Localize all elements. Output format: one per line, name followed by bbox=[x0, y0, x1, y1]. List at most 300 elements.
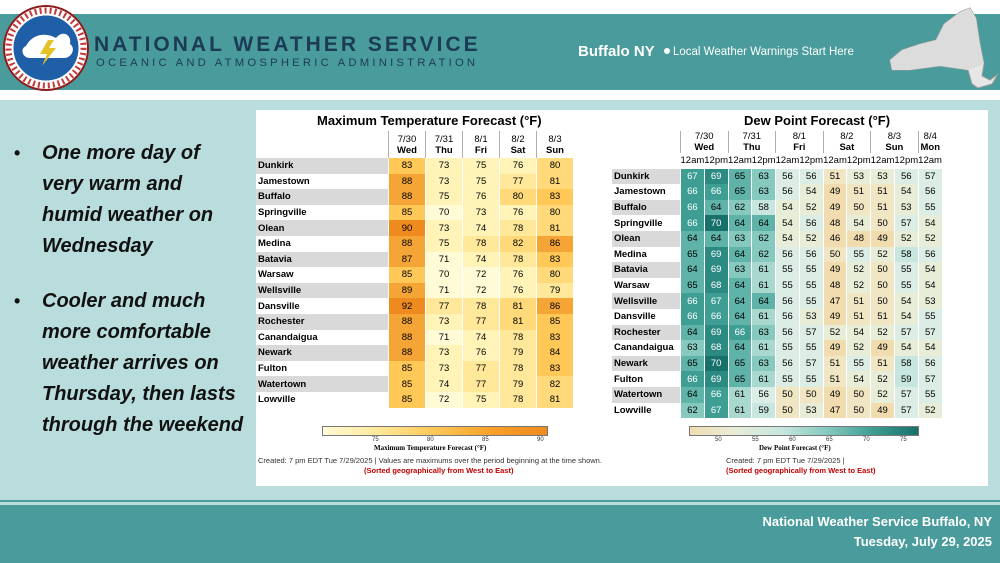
dew-point-time-header: 12am bbox=[728, 155, 752, 167]
dew-point-value: 57 bbox=[894, 387, 918, 403]
dew-point-value: 64 bbox=[681, 231, 705, 247]
max-temp-day-header bbox=[463, 131, 500, 158]
table-row bbox=[612, 278, 942, 294]
dew-point-time-header: 12pm bbox=[704, 155, 729, 167]
max-temp-value: 81 bbox=[537, 220, 574, 236]
max-temp-value: 75 bbox=[463, 392, 500, 408]
dew-point-value: 49 bbox=[823, 200, 847, 216]
dew-point-value: 55 bbox=[776, 278, 800, 294]
max-temp-value: 77 bbox=[426, 298, 463, 314]
table-row bbox=[612, 262, 942, 278]
tagline: Local Weather Warnings Start Here bbox=[673, 46, 854, 58]
dew-point-value: 49 bbox=[871, 403, 895, 419]
max-temp-date: 8/1 bbox=[474, 133, 488, 145]
dew-point-value: 66 bbox=[704, 184, 728, 200]
dew-point-value: 47 bbox=[823, 403, 847, 419]
dew-point-value: 55 bbox=[776, 371, 800, 387]
max-temp-value: 85 bbox=[389, 205, 426, 221]
dew-point-value: 68 bbox=[704, 278, 728, 294]
city-name: Olean bbox=[612, 231, 681, 247]
dew-point-value: 49 bbox=[823, 184, 847, 200]
dew-point-value: 57 bbox=[799, 325, 823, 341]
dew-point-value: 56 bbox=[776, 356, 800, 372]
dew-point-value: 55 bbox=[776, 340, 800, 356]
dew-point-value: 56 bbox=[776, 184, 800, 200]
dew-point-value: 50 bbox=[847, 403, 871, 419]
max-temp-day-header bbox=[537, 131, 574, 158]
dew-point-value: 69 bbox=[704, 247, 728, 263]
dew-point-value: 56 bbox=[776, 293, 800, 309]
dew-point-time-header: 12am bbox=[823, 155, 847, 167]
dew-point-time-header: 12pm bbox=[894, 155, 919, 167]
dew-point-time-header: 12pm bbox=[751, 155, 776, 167]
dew-point-value: 64 bbox=[728, 293, 752, 309]
max-temp-legend-label: Maximum Temperature Forecast (°F) bbox=[374, 444, 487, 452]
max-temp-value: 77 bbox=[463, 314, 500, 330]
city-name: Lowville bbox=[256, 392, 389, 408]
legend-tick: 90 bbox=[537, 437, 544, 443]
table-row bbox=[256, 189, 573, 205]
table-row bbox=[256, 345, 573, 361]
table-row bbox=[256, 330, 573, 346]
dew-point-value: 51 bbox=[871, 356, 895, 372]
dew-point-value: 64 bbox=[728, 309, 752, 325]
dew-point-value: 52 bbox=[871, 387, 895, 403]
dew-point-weekday: Mon bbox=[920, 142, 941, 153]
city-name: Jamestown bbox=[612, 184, 681, 200]
dew-point-value: 54 bbox=[847, 215, 871, 231]
dew-point-value: 64 bbox=[752, 215, 776, 231]
max-temp-value: 76 bbox=[500, 267, 537, 283]
max-temp-date: 7/31 bbox=[434, 133, 454, 145]
max-temp-value: 77 bbox=[463, 361, 500, 377]
max-temp-value: 87 bbox=[389, 252, 426, 268]
dew-point-value: 64 bbox=[728, 278, 752, 294]
dew-point-value: 54 bbox=[894, 293, 918, 309]
max-temp-value: 73 bbox=[426, 314, 463, 330]
dew-point-value: 61 bbox=[728, 403, 752, 419]
max-temp-value: 78 bbox=[500, 220, 537, 236]
dew-point-value: 57 bbox=[918, 169, 942, 185]
city-name: Springville bbox=[612, 215, 681, 231]
dew-point-value: 53 bbox=[799, 403, 823, 419]
table-row bbox=[612, 200, 942, 216]
max-temp-value: 78 bbox=[500, 361, 537, 377]
table-row bbox=[612, 169, 942, 185]
legend-tick: 65 bbox=[826, 437, 833, 443]
dew-point-value: 55 bbox=[799, 293, 823, 309]
dew-point-value: 53 bbox=[871, 169, 895, 185]
dew-point-value: 51 bbox=[847, 293, 871, 309]
dew-point-value: 57 bbox=[918, 325, 942, 341]
dew-point-value: 63 bbox=[728, 231, 752, 247]
max-temp-value: 81 bbox=[537, 392, 574, 408]
separator-dot-icon bbox=[664, 48, 670, 54]
city-name: Watertown bbox=[256, 376, 389, 392]
dew-point-value: 51 bbox=[823, 371, 847, 387]
dew-point-value: 66 bbox=[681, 309, 705, 325]
legend-tick: 70 bbox=[863, 437, 870, 443]
max-temp-value: 70 bbox=[426, 205, 463, 221]
dew-point-sorted-note: (Sorted geographically from West to East) bbox=[726, 466, 876, 475]
dew-point-value: 46 bbox=[823, 231, 847, 247]
max-temp-value: 71 bbox=[426, 252, 463, 268]
dew-point-table bbox=[612, 131, 942, 418]
table-row bbox=[612, 293, 942, 309]
dew-point-value: 50 bbox=[799, 387, 823, 403]
dew-point-date: 8/4 bbox=[923, 131, 937, 142]
dew-point-value: 57 bbox=[799, 356, 823, 372]
dew-point-value: 47 bbox=[823, 293, 847, 309]
dew-point-value: 66 bbox=[704, 387, 728, 403]
city-name: Newark bbox=[612, 356, 681, 372]
dew-point-value: 69 bbox=[704, 262, 728, 278]
city-name: Wellsville bbox=[612, 293, 681, 309]
max-temp-value: 78 bbox=[500, 330, 537, 346]
max-temp-value: 75 bbox=[463, 158, 500, 174]
table-row bbox=[612, 387, 942, 403]
dew-point-value: 64 bbox=[681, 387, 705, 403]
dew-point-time-header: 12am bbox=[775, 155, 800, 167]
dew-point-value: 61 bbox=[752, 371, 776, 387]
dew-point-value: 57 bbox=[894, 403, 918, 419]
dew-point-value: 54 bbox=[776, 231, 800, 247]
dew-point-value: 62 bbox=[752, 247, 776, 263]
dew-point-value: 49 bbox=[823, 387, 847, 403]
dew-point-value: 66 bbox=[681, 215, 705, 231]
dew-point-value: 53 bbox=[894, 200, 918, 216]
table-row bbox=[256, 376, 573, 392]
dew-point-value: 64 bbox=[681, 262, 705, 278]
dew-point-header-row bbox=[612, 131, 942, 153]
dew-point-date: 8/2 bbox=[840, 131, 854, 142]
dew-point-value: 50 bbox=[776, 403, 800, 419]
dew-point-value: 54 bbox=[918, 215, 942, 231]
dew-point-value: 56 bbox=[894, 169, 918, 185]
dew-point-time-header: 12pm bbox=[846, 155, 871, 167]
dew-point-value: 56 bbox=[918, 356, 942, 372]
bullet-item bbox=[14, 138, 246, 262]
dew-point-value: 52 bbox=[894, 231, 918, 247]
max-temp-value: 72 bbox=[463, 267, 500, 283]
max-temp-value: 83 bbox=[537, 189, 574, 205]
dew-point-value: 65 bbox=[681, 247, 705, 263]
dew-point-value: 63 bbox=[752, 325, 776, 341]
table-row bbox=[256, 158, 573, 174]
table-row bbox=[256, 392, 573, 408]
dew-point-value: 52 bbox=[847, 340, 871, 356]
max-temp-weekday: Sat bbox=[510, 144, 526, 156]
legend-tick: 75 bbox=[372, 437, 379, 443]
dew-point-value: 52 bbox=[871, 325, 895, 341]
dew-point-value: 54 bbox=[847, 325, 871, 341]
dew-point-weekday: Sat bbox=[839, 142, 855, 153]
dew-point-value: 49 bbox=[823, 309, 847, 325]
dew-point-weekday: Wed bbox=[694, 142, 715, 153]
dew-point-value: 51 bbox=[871, 200, 895, 216]
city-name: Lowville bbox=[612, 403, 681, 419]
max-temp-weekday: Fri bbox=[474, 144, 488, 156]
dew-point-value: 67 bbox=[704, 403, 728, 419]
bullet-item bbox=[14, 286, 246, 441]
max-temp-value: 86 bbox=[537, 236, 574, 252]
max-temp-value: 74 bbox=[463, 252, 500, 268]
max-temp-value: 71 bbox=[426, 283, 463, 299]
max-temp-value: 88 bbox=[389, 236, 426, 252]
max-temp-value: 76 bbox=[463, 189, 500, 205]
dew-point-value: 54 bbox=[799, 184, 823, 200]
dew-point-value: 50 bbox=[871, 293, 895, 309]
city-name: Dansville bbox=[256, 298, 389, 314]
dew-point-value: 50 bbox=[847, 387, 871, 403]
legend-tick: 55 bbox=[752, 437, 759, 443]
max-temp-value: 74 bbox=[463, 220, 500, 236]
bullet-text: Cooler and much more comfortable weather arrives on Thursday, then lasts through the weekend bbox=[42, 290, 244, 436]
dew-point-value: 57 bbox=[918, 371, 942, 387]
dew-point-value: 63 bbox=[752, 169, 776, 185]
table-row bbox=[256, 283, 573, 299]
dew-point-value: 48 bbox=[823, 278, 847, 294]
dew-point-value: 51 bbox=[871, 184, 895, 200]
dew-point-day-header bbox=[918, 131, 942, 153]
footer-date: Tuesday, July 29, 2025 bbox=[853, 534, 992, 549]
dew-point-value: 51 bbox=[823, 356, 847, 372]
dew-point-value: 55 bbox=[799, 371, 823, 387]
table-row bbox=[612, 325, 942, 341]
max-temp-date: 8/3 bbox=[548, 133, 562, 145]
dew-point-value: 64 bbox=[681, 325, 705, 341]
dew-point-value: 50 bbox=[776, 387, 800, 403]
dew-point-value: 58 bbox=[894, 356, 918, 372]
dew-point-value: 56 bbox=[918, 247, 942, 263]
dew-point-value: 54 bbox=[776, 215, 800, 231]
max-temp-value: 75 bbox=[426, 236, 463, 252]
max-temp-value: 85 bbox=[537, 314, 574, 330]
max-temp-value: 85 bbox=[389, 392, 426, 408]
dew-point-value: 66 bbox=[681, 293, 705, 309]
dew-point-value: 52 bbox=[871, 247, 895, 263]
dew-point-value: 63 bbox=[728, 262, 752, 278]
max-temp-value: 73 bbox=[426, 174, 463, 190]
max-temp-corner-cell bbox=[256, 131, 389, 158]
max-temp-value: 90 bbox=[389, 220, 426, 236]
page-title: NATIONAL WEATHER SERVICE bbox=[94, 33, 481, 56]
max-temp-value: 74 bbox=[463, 330, 500, 346]
dew-point-value: 53 bbox=[847, 169, 871, 185]
dew-point-value: 65 bbox=[681, 278, 705, 294]
dew-point-value: 64 bbox=[728, 340, 752, 356]
max-temp-value: 70 bbox=[426, 267, 463, 283]
legend-tick: 80 bbox=[427, 437, 434, 443]
dew-point-value: 66 bbox=[728, 325, 752, 341]
dew-point-value: 67 bbox=[704, 293, 728, 309]
dew-point-date: 8/1 bbox=[792, 131, 806, 142]
max-temp-day-header bbox=[389, 131, 426, 158]
max-temp-value: 77 bbox=[500, 174, 537, 190]
dew-point-value: 49 bbox=[871, 231, 895, 247]
max-temp-day-header bbox=[426, 131, 463, 158]
max-temp-value: 80 bbox=[500, 189, 537, 205]
dew-point-value: 69 bbox=[704, 325, 728, 341]
max-temp-value: 75 bbox=[463, 174, 500, 190]
dew-point-value: 65 bbox=[728, 184, 752, 200]
dew-point-value: 54 bbox=[918, 340, 942, 356]
city-name: Fulton bbox=[256, 361, 389, 377]
dew-point-value: 64 bbox=[752, 293, 776, 309]
city-name: Olean bbox=[256, 220, 389, 236]
dew-point-day-header bbox=[776, 131, 824, 153]
city-name: Medina bbox=[256, 236, 389, 252]
max-temp-value: 77 bbox=[463, 376, 500, 392]
max-temp-weekday: Thu bbox=[435, 144, 453, 156]
max-temp-value: 85 bbox=[389, 361, 426, 377]
dew-point-value: 50 bbox=[871, 262, 895, 278]
dew-point-value: 48 bbox=[847, 231, 871, 247]
max-temp-header-row bbox=[256, 131, 573, 158]
max-temp-value: 83 bbox=[389, 158, 426, 174]
dew-point-value: 54 bbox=[776, 200, 800, 216]
max-temp-value: 83 bbox=[537, 252, 574, 268]
table-row bbox=[256, 314, 573, 330]
dew-point-legend-label: Dew Point Forecast (°F) bbox=[759, 444, 831, 452]
bullet-text: One more day of very warm and humid weather on Wednesday bbox=[42, 142, 214, 257]
dew-point-value: 68 bbox=[704, 340, 728, 356]
dew-point-time-header: 12pm bbox=[799, 155, 824, 167]
dew-point-value: 56 bbox=[799, 169, 823, 185]
dew-point-value: 54 bbox=[918, 262, 942, 278]
dew-point-value: 52 bbox=[823, 325, 847, 341]
max-temp-value: 79 bbox=[500, 376, 537, 392]
max-temp-value: 81 bbox=[500, 314, 537, 330]
bullet-mark: • bbox=[14, 291, 21, 311]
dew-point-value: 49 bbox=[871, 340, 895, 356]
city-name: Buffalo bbox=[256, 189, 389, 205]
table-row bbox=[612, 340, 942, 356]
city-name: Warsaw bbox=[612, 278, 681, 294]
max-temp-weekday: Wed bbox=[397, 144, 417, 156]
dew-point-time-header: 12am bbox=[680, 155, 705, 167]
city-name: Wellsville bbox=[256, 283, 389, 299]
dew-point-value: 66 bbox=[704, 309, 728, 325]
city-name: Medina bbox=[612, 247, 681, 263]
max-temp-date: 7/30 bbox=[397, 133, 417, 145]
bullet-list bbox=[14, 138, 246, 465]
dew-point-value: 49 bbox=[823, 340, 847, 356]
dew-point-value: 59 bbox=[894, 371, 918, 387]
city-name: Canandaigua bbox=[612, 340, 681, 356]
dew-point-value: 54 bbox=[847, 371, 871, 387]
dew-point-value: 56 bbox=[799, 247, 823, 263]
forecast-panel bbox=[256, 110, 988, 486]
dew-point-value: 61 bbox=[752, 278, 776, 294]
nws-logo bbox=[2, 4, 90, 92]
dew-point-value: 52 bbox=[847, 278, 871, 294]
max-temp-value: 76 bbox=[463, 345, 500, 361]
dew-point-value: 62 bbox=[728, 200, 752, 216]
dew-point-value: 57 bbox=[894, 325, 918, 341]
dew-point-value: 52 bbox=[847, 262, 871, 278]
dew-point-value: 55 bbox=[918, 387, 942, 403]
dew-point-corner-cell bbox=[612, 131, 681, 153]
dew-point-corner-cell bbox=[612, 153, 681, 169]
city-name: Jamestown bbox=[256, 174, 389, 190]
max-temp-value: 88 bbox=[389, 189, 426, 205]
max-temp-value: 92 bbox=[389, 298, 426, 314]
footer-stripe bbox=[0, 500, 1000, 502]
dew-point-time-header: 12am bbox=[870, 155, 895, 167]
max-temp-value: 85 bbox=[389, 376, 426, 392]
dew-point-value: 55 bbox=[799, 278, 823, 294]
dew-point-value: 66 bbox=[681, 184, 705, 200]
dew-point-value: 56 bbox=[752, 387, 776, 403]
table-row bbox=[256, 236, 573, 252]
max-temp-value: 88 bbox=[389, 345, 426, 361]
dew-point-value: 55 bbox=[918, 309, 942, 325]
dew-point-date: 7/30 bbox=[695, 131, 714, 142]
max-temp-value: 80 bbox=[537, 205, 574, 221]
legend-tick: 75 bbox=[900, 437, 907, 443]
max-temp-value: 82 bbox=[500, 236, 537, 252]
max-temp-value: 78 bbox=[500, 392, 537, 408]
dew-point-day-header bbox=[823, 131, 871, 153]
dew-point-time-header: 12am bbox=[918, 155, 942, 167]
max-temp-value: 78 bbox=[463, 236, 500, 252]
dew-point-value: 61 bbox=[752, 262, 776, 278]
dew-point-value: 51 bbox=[871, 309, 895, 325]
max-temp-value: 80 bbox=[537, 158, 574, 174]
dew-point-value: 69 bbox=[704, 371, 728, 387]
dew-point-value: 65 bbox=[728, 356, 752, 372]
max-temp-value: 79 bbox=[500, 345, 537, 361]
dew-point-value: 70 bbox=[704, 215, 728, 231]
max-temp-value: 81 bbox=[500, 298, 537, 314]
dew-point-value: 57 bbox=[894, 215, 918, 231]
dew-point-value: 50 bbox=[823, 247, 847, 263]
table-row bbox=[256, 205, 573, 221]
max-temp-value: 73 bbox=[426, 345, 463, 361]
dew-point-date: 8/3 bbox=[887, 131, 901, 142]
dew-point-value: 56 bbox=[776, 325, 800, 341]
dew-point-value: 59 bbox=[752, 403, 776, 419]
max-temp-value: 73 bbox=[426, 361, 463, 377]
max-temp-value: 83 bbox=[537, 330, 574, 346]
dew-point-day-header bbox=[728, 131, 776, 153]
dew-point-value: 66 bbox=[681, 200, 705, 216]
city-name: Canandaigua bbox=[256, 330, 389, 346]
table-row bbox=[256, 220, 573, 236]
dew-point-day-header bbox=[871, 131, 919, 153]
dew-point-value: 52 bbox=[918, 231, 942, 247]
dew-point-value: 70 bbox=[704, 356, 728, 372]
table-row bbox=[256, 361, 573, 377]
table-row bbox=[256, 174, 573, 190]
city-name: Rochester bbox=[612, 325, 681, 341]
dew-point-value: 58 bbox=[752, 200, 776, 216]
dew-point-value: 50 bbox=[871, 215, 895, 231]
dew-point-value: 55 bbox=[894, 278, 918, 294]
dew-point-value: 51 bbox=[847, 184, 871, 200]
agency-subtitle: OCEANIC AND ATMOSPHERIC ADMINISTRATION bbox=[96, 57, 479, 69]
max-temp-day-header bbox=[500, 131, 537, 158]
max-temp-value: 71 bbox=[426, 330, 463, 346]
dew-point-value: 54 bbox=[918, 278, 942, 294]
max-temp-value: 72 bbox=[426, 392, 463, 408]
table-row bbox=[612, 371, 942, 387]
dew-point-value: 54 bbox=[894, 309, 918, 325]
max-temp-value: 74 bbox=[426, 376, 463, 392]
dew-point-value: 48 bbox=[823, 215, 847, 231]
table-row bbox=[612, 356, 942, 372]
